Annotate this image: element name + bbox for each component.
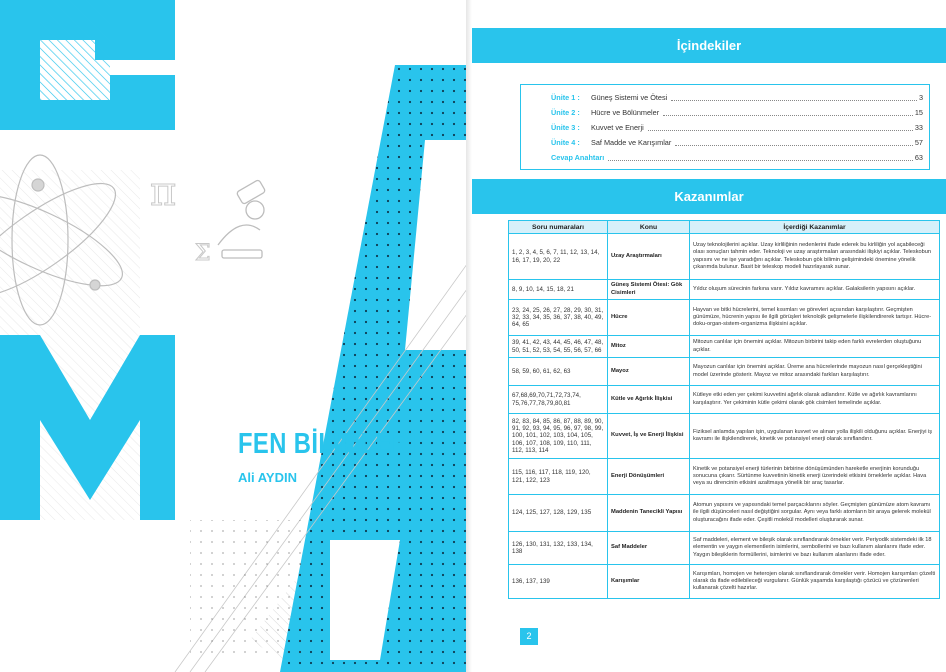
toc-dot-leader — [663, 107, 913, 116]
toc-unit-name: Kuvvet ve Enerji — [591, 123, 644, 132]
svg-text:Σ: Σ — [195, 241, 211, 266]
question-numbers-cell: 58, 59, 60, 61, 62, 63 — [509, 358, 608, 386]
question-numbers-cell: 39, 41, 42, 43, 44, 45, 46, 47, 48, 50, 51, 52, 53, 54, 55, 56, 57, 66 — [509, 336, 608, 358]
toc-unit-label: Ünite 2 : — [551, 108, 580, 117]
topic-cell: Enerji Dönüşümleri — [608, 459, 690, 495]
toc-page-number: 63 — [914, 153, 923, 162]
table-row — [509, 532, 940, 565]
toc-page-number: 3 — [918, 93, 923, 102]
content-page — [472, 0, 946, 672]
question-numbers-cell: 1, 2, 3, 4, 5, 6, 7, 11, 12, 13, 14, 16, 17, 19, 20, 22 — [509, 234, 608, 280]
toc-page-number: 33 — [914, 123, 923, 132]
question-numbers-cell: 8, 9, 10, 14, 15, 18, 21 — [509, 280, 608, 300]
table-header-row — [509, 221, 940, 234]
toc-dot-leader — [608, 152, 913, 161]
toc-row[interactable] — [551, 137, 923, 149]
toc-unit-label: Ünite 3 : — [551, 123, 580, 132]
question-numbers-cell: 136, 137, 139 — [509, 565, 608, 599]
topic-cell: Saf Maddeler — [608, 532, 690, 565]
toc-unit-name: Saf Madde ve Karışımlar — [591, 138, 672, 147]
question-numbers-cell: 82, 83, 84, 85, 86, 87, 88, 89, 90, 91, 92, 93, 94, 95, 96, 97, 98, 99, 100, 101, 102, 103, 104, 105, 106, 107, 108, 109, 110, 111, 112, 113, 114 — [509, 414, 608, 459]
kazanimlar-heading: Kazanımlar — [472, 179, 946, 214]
toc-row-answers[interactable] — [551, 152, 923, 164]
outcome-cell: Mayozun canlılar için önemini açıklar. Üreme ana hücrelerinde mayozun nasıl gerçekleştiğini model üzerinde gösterir. Mayoz ve mitoz arasındaki farkları karşılaştırır. — [690, 358, 940, 386]
question-numbers-cell: 126, 130, 131, 132, 133, 134, 138 — [509, 532, 608, 565]
book-cover — [0, 0, 470, 672]
outcome-cell: Atomun yapısını ve yapısındaki temel parçacıklarını söyler. Geçmişten günümüze atom kavramı ile ilgili düşünceleri nasıl değiştiğini sorgular. Aynı veya farklı atomların bir araya gelerek molekül oluşturacağını ifade eder. Çeşitli molekül modelleri oluşturarak sunar. — [690, 495, 940, 532]
toc-unit-name: Hücre ve Bölünmeler — [591, 108, 660, 117]
topic-cell: Uzay Araştırmaları — [608, 234, 690, 280]
toc-dot-leader — [675, 137, 913, 146]
toc-answers-label: Cevap Anahtarı — [551, 153, 605, 162]
toc-unit-label: Ünite 4 : — [551, 138, 580, 147]
outcome-cell: Mitozun canlılar için önemini açıklar. Mitozun birbirini takip eden farklı evrelerden oluştuğunu açıklar. — [690, 336, 940, 358]
table-row — [509, 280, 940, 300]
toc-row[interactable] — [551, 107, 923, 119]
table-row — [509, 358, 940, 386]
table-row — [509, 459, 940, 495]
outcome-cell: Karışımları, homojen ve heterojen olarak sınıflandırarak örnekler verir. Homojen karışımları çözelti olarak da ifade edilebileceği vurgulanır. Günlük yaşamda karşılaştığı çözücü ve çözünenleri kullanarak çözelti hazırlar. — [690, 565, 940, 599]
table-row — [509, 386, 940, 414]
table-of-contents — [520, 84, 930, 170]
toc-dot-leader — [671, 92, 917, 101]
column-header: Konu — [608, 221, 690, 234]
column-header: İçerdiği Kazanımlar — [690, 221, 940, 234]
question-numbers-cell: 124, 125, 127, 128, 129, 135 — [509, 495, 608, 532]
cover-author: Ali AYDIN — [238, 470, 297, 485]
toc-page-number: 15 — [914, 108, 923, 117]
column-header: Soru numaraları — [509, 221, 608, 234]
topic-cell: Mitoz — [608, 336, 690, 358]
table-row — [509, 565, 940, 599]
outcome-cell: Hayvan ve bitki hücrelerini, temel kısımları ve görevleri açısından karşılaştırır. Geçmişten günümüze, hücrenin yapısı ile ilgili görüşleri teknolojik gelişmelerle ilişkilendirerek tartışır. Hücre-doku-organ-sistem-organizma ilişkisini açıklar. — [690, 300, 940, 336]
kazanimlar-table — [508, 220, 940, 599]
topic-cell: Karışımlar — [608, 565, 690, 599]
table-row — [509, 414, 940, 459]
question-numbers-cell: 115, 116, 117, 118, 119, 120, 121, 122, 123 — [509, 459, 608, 495]
cover-artwork — [0, 0, 470, 672]
table-row — [509, 495, 940, 532]
toc-row[interactable] — [551, 92, 923, 104]
cover-title: FEN BİLİMLERİ — [238, 428, 417, 460]
table-row — [509, 300, 940, 336]
microscope-icon — [218, 179, 266, 258]
outcome-cell: Kinetik ve potansiyel enerji türlerinin birbirine dönüşümünden hareketle enerjinin korunduğu sonucuna çıkarır. Sürtünme kuvvetinin kinetik enerji üzerindeki etkisini örneklerle açıklar. Hava veya su direncinin etkisini azaltmaya yönelik bir araç tasarlar. — [690, 459, 940, 495]
pi-symbol-icon: π — [150, 169, 177, 215]
topic-cell: Mayoz — [608, 358, 690, 386]
topic-cell: Hücre — [608, 300, 690, 336]
question-numbers-cell: 67,68,69,70,71,72,73,74, 75,76,77,78,79,80,81 — [509, 386, 608, 414]
outcome-cell: Kütleye etki eden yer çekimi kuvvetini ağırlık olarak adlandırır. Kütle ve ağırlık kavramlarını karşılaştırır. Yer çekiminin kütle çekimi olarak gök cisimleri temelinde açıklar. — [690, 386, 940, 414]
toc-dot-leader — [648, 122, 913, 131]
toc-heading: İçindekiler — [472, 28, 946, 63]
topic-cell: Maddenin Tanecikli Yapısı — [608, 495, 690, 532]
cover-letter-g — [0, 0, 175, 130]
table-row — [509, 336, 940, 358]
toc-row[interactable] — [551, 122, 923, 134]
outcome-cell: Saf maddeleri, element ve bileşik olarak sınıflandırarak örnekler verir. Periyodik sistemdeki ilk 18 elementin ve yaygın elementlerin isimlerini, sembollerini ve bazı kullanım alanlarını ifade eder. Yaygın bileşiklerin formüllerini, isimlerini ve bazı kullanım alanlarını ifade eder. — [690, 532, 940, 565]
outcome-cell: Uzay teknolojilerini açıklar. Uzay kirliliğinin nedenlerini ifade ederek bu kirliliğin yol açabileceği olası sonuçları tahmin eder. Teknoloji ve uzay araştırmaları arasındaki ilişkiyi açıklar. Teleskobun yapısını ve ne işe yaradığını açıklar. Teleskobun gök bilimin gelişimindeki önemine yönelik çıkarımda bulunur. Basit bir teleskop modeli hazırlayarak sunar. — [690, 234, 940, 280]
table-row — [509, 234, 940, 280]
toc-unit-name: Güneş Sistemi ve Ötesi — [591, 93, 668, 102]
topic-cell: Kütle ve Ağırlık İlişkisi — [608, 386, 690, 414]
toc-page-number: 57 — [914, 138, 923, 147]
topic-cell: Kuvvet, İş ve Enerji İlişkisi — [608, 414, 690, 459]
outcome-cell: Yıldız oluşum sürecinin farkına varır. Yıldız kavramını açıklar. Galaksilerin yapısını açıklar. — [690, 280, 940, 300]
page-number: 2 — [520, 628, 538, 645]
topic-cell: Güneş Sistemi Ötesi: Gök Cisimleri — [608, 280, 690, 300]
toc-unit-label: Ünite 1 : — [551, 93, 580, 102]
question-numbers-cell: 23, 24, 25, 26, 27, 28, 29, 30, 31, 32, 33, 34, 35, 36, 37, 38, 40, 49, 64, 65 — [509, 300, 608, 336]
outcome-cell: Fiziksel anlamda yapılan işin, uygulanan kuvvet ve alınan yolla ilişkili olduğunu açıklar. Enerjiyi iş kavramı ile ilişkilendirerek, kinetik ve potansiyel enerji olarak sınıflandırır. — [690, 414, 940, 459]
